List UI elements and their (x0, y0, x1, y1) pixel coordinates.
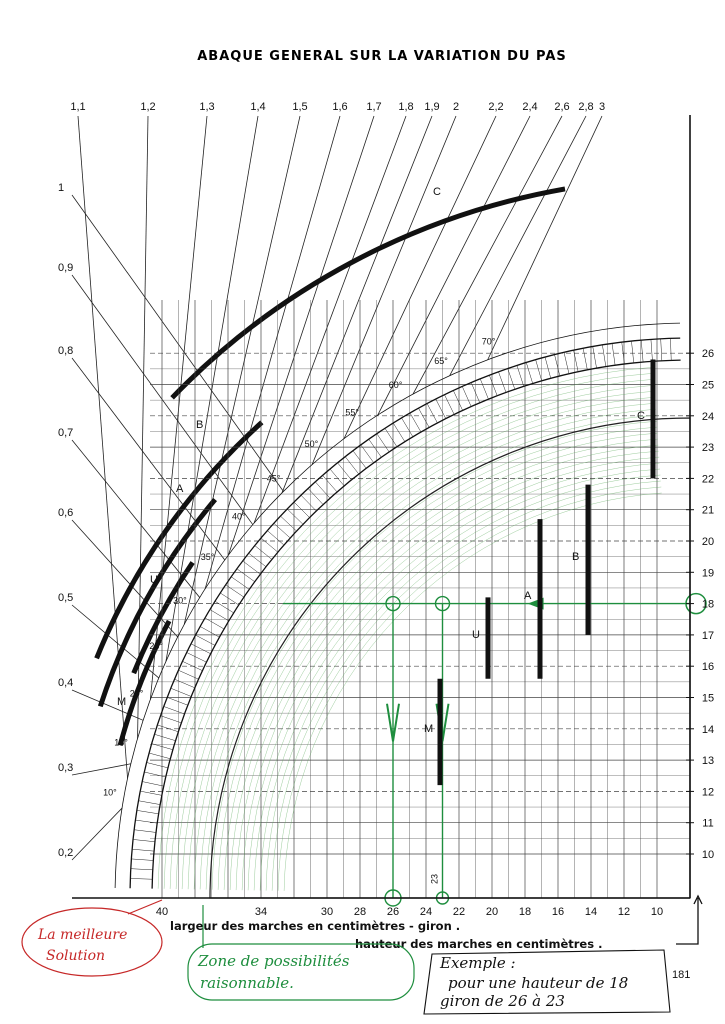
band-tick (489, 375, 497, 396)
zone-note-line2: raisonnable. (200, 974, 294, 992)
angle-label: 25° (149, 641, 163, 652)
angle-label: 55° (345, 407, 359, 418)
zone-bar-label: M (424, 722, 434, 735)
hauteur-tick-label: 22 (701, 473, 715, 486)
giron-tick-label: 16 (551, 906, 565, 918)
hatch-arc (236, 445, 658, 890)
band-tick (167, 697, 188, 705)
band-tick (545, 357, 551, 378)
band-tick (134, 830, 156, 833)
band-tick (140, 791, 162, 795)
band-tick (200, 627, 219, 638)
pas-ratio-label: 1,1 (70, 101, 86, 113)
zone-arc-u (134, 563, 193, 674)
hatch-arc (170, 379, 654, 889)
zone-arc-label: M (117, 696, 127, 708)
band-tick (135, 820, 157, 823)
band-tick (651, 339, 653, 361)
band-tick (287, 509, 303, 524)
pas-ratio-label: 2 (452, 101, 460, 113)
hauteur-tick-label: 11 (702, 817, 714, 830)
angle-label: 65° (434, 356, 448, 367)
band-tick (215, 601, 234, 613)
hauteur-tick-label: 18 (701, 598, 715, 611)
band-tick (131, 869, 153, 870)
pas-ratio-label: 1,9 (424, 101, 440, 113)
pas-ratio-label: 2,4 (522, 101, 538, 113)
pas-ratio-label: 1,6 (332, 101, 348, 113)
angle-label: 35° (200, 552, 215, 563)
left-ratio-label: 0,2 (58, 847, 74, 859)
band-tick (338, 463, 352, 480)
band-tick (171, 688, 191, 696)
giron-tick-label: 20 (485, 906, 499, 918)
band-tick (249, 553, 266, 567)
band-tick (402, 418, 413, 437)
angle-label: 50° (304, 438, 319, 449)
zone-arc-label: B (196, 419, 204, 431)
band-tick (191, 644, 211, 654)
band-tick (361, 445, 374, 463)
hatch-arc (266, 475, 660, 891)
pas-ratio-line (488, 116, 602, 360)
hatch-arc (254, 463, 659, 890)
band-tick (149, 753, 170, 759)
band-tick (196, 635, 215, 645)
hauteur-tick-label: 20 (701, 536, 715, 548)
giron-tick-label: 22 (452, 906, 466, 918)
hatch-arc (152, 361, 652, 888)
hatch-arc (176, 385, 654, 889)
arrow-icon (676, 898, 698, 944)
best-note-line1: La meilleure (38, 927, 128, 943)
zone-bar-label: B (572, 550, 580, 563)
hauteur-tick-label: 10 (701, 849, 715, 861)
left-ratio-label: 1 (58, 182, 65, 194)
band-tick (453, 390, 462, 410)
pas-ratio-label: 1,8 (398, 101, 414, 113)
left-ratio-label: 0,4 (58, 677, 74, 689)
pas-ratio-label: 1,3 (199, 101, 215, 113)
example-line3: giron de 26 à 23 (440, 992, 565, 1010)
example-line2: pour une hauteur de 18 (448, 974, 629, 992)
angle-label: 15° (114, 737, 128, 748)
pas-ratio-label: 1,4 (250, 101, 266, 113)
left-ratio-line (72, 808, 122, 860)
hauteur-tick-label: 14 (701, 723, 715, 736)
angle-label: 10° (103, 787, 117, 798)
band-tick (564, 352, 569, 373)
pas-ratio-line (205, 116, 340, 589)
hatch-arc (164, 373, 653, 889)
band-tick (175, 679, 195, 688)
hauteur-tick-label: 15 (701, 692, 715, 705)
band-tick (144, 772, 165, 777)
giron-tick-label: 18 (518, 906, 532, 918)
band-tick (237, 569, 255, 582)
band-tick (631, 341, 633, 363)
giron-tick-label: 26 (386, 906, 400, 918)
pas-ratio-label: 1,2 (140, 101, 156, 113)
left-ratio-label: 0,3 (58, 762, 74, 774)
band-tick (315, 482, 330, 498)
band-tick (205, 618, 224, 629)
band-outer-arc (130, 338, 680, 888)
band-tick (612, 343, 615, 365)
zone-bar-label: C (637, 409, 645, 422)
band-tick (226, 585, 244, 597)
band-tick (137, 810, 159, 813)
giron-tick-label: 14 (584, 906, 598, 918)
band-tick (670, 338, 671, 360)
angle-label: 30° (173, 595, 187, 606)
angle-label: 70° (481, 336, 496, 347)
hauteur-tick-label: 26 (701, 348, 715, 361)
hatch-arc (194, 403, 655, 889)
best-solution-note (22, 900, 162, 976)
band-tick (427, 404, 437, 423)
band-tick (517, 365, 524, 386)
left-ratio-label: 0,9 (58, 262, 74, 274)
band-tick (419, 408, 430, 427)
hatch-arc (260, 469, 660, 891)
band-tick (385, 428, 397, 446)
band-tick (369, 439, 382, 457)
pas-ratio-label: 2,6 (554, 101, 570, 113)
pas-ratio-label: 2,8 (578, 101, 594, 113)
band-tick (132, 849, 154, 851)
pas-ratio-line (413, 116, 562, 394)
example-note (424, 950, 670, 1014)
band-tick (353, 451, 366, 469)
angle-label: 40° (231, 511, 246, 522)
best-note-line2: Solution (46, 948, 106, 964)
pas-ratio-label: 3 (598, 101, 606, 113)
band-tick (178, 670, 198, 679)
hauteur-axis-label: hauteur des marches en centimètres . (355, 937, 603, 951)
hatch-arc (182, 391, 654, 889)
pas-ratio-label: 1,5 (292, 101, 308, 113)
hauteur-tick-label: 16 (701, 661, 715, 674)
giron-hauteur-grid (150, 300, 690, 898)
band-tick (536, 360, 542, 381)
band-tick (661, 339, 662, 361)
band-tick (480, 379, 488, 399)
giron-tick-label: 34 (254, 906, 268, 918)
grid-clip (150, 300, 690, 898)
chart-title: ABAQUE GENERAL SUR LA VARIATION DU PAS (197, 49, 567, 64)
hatch-arc (284, 493, 662, 891)
band-tick (462, 386, 471, 406)
band-tick (508, 369, 515, 390)
band-tick (161, 716, 182, 723)
hatch-arc (242, 451, 659, 890)
band-tick (593, 347, 597, 369)
hauteur-tick-label: 12 (701, 786, 715, 799)
hauteur-tick-label: 13 (701, 755, 715, 768)
band-tick (555, 355, 560, 376)
band-tick (261, 538, 278, 552)
page-number: 181 (672, 969, 691, 981)
band-tick (641, 340, 643, 362)
hauteur-tick-label: 25 (701, 379, 715, 392)
hauteur-tick-label: 17 (701, 629, 715, 642)
giron-tick-label: 40 (155, 906, 169, 918)
band-tick (142, 782, 164, 787)
band-tick (498, 372, 506, 393)
band-tick (131, 859, 153, 861)
band-inner-arc (152, 360, 681, 889)
hauteur-tick-label: 23 (701, 442, 715, 455)
band-tick (345, 457, 359, 474)
example-marked-value: 23 (429, 873, 440, 884)
angle-arc (115, 323, 680, 888)
band-tick (231, 577, 249, 590)
band-tick (445, 395, 455, 415)
band-tick (330, 469, 344, 486)
pas-ratio-line (254, 116, 406, 523)
hauteur-tick-label: 19 (701, 567, 715, 580)
zone-arc-label: A (176, 483, 184, 495)
band-tick (147, 763, 168, 768)
angle-scale-band (103, 323, 680, 889)
hatch-arc (188, 397, 655, 889)
left-ratio-label: 0,5 (58, 592, 74, 604)
left-ratio-label: 0,7 (58, 427, 74, 439)
hatch-arc (224, 433, 657, 890)
band-tick (157, 725, 178, 732)
hatch-arc (278, 487, 661, 891)
hauteur-tick-label: 24 (701, 410, 715, 423)
giron-tick-label: 12 (617, 906, 631, 918)
band-tick (255, 546, 272, 560)
angle-label: 60° (388, 379, 403, 390)
pas-ratio-label: 2,2 (488, 101, 504, 113)
left-ratio-line (72, 764, 131, 775)
giron-tick-label: 10 (650, 906, 664, 918)
band-tick (220, 593, 238, 605)
angle-label: 45° (266, 473, 281, 484)
left-ratio-line (72, 358, 225, 563)
band-tick (323, 475, 337, 492)
example-construction (283, 359, 706, 906)
band-tick (377, 434, 389, 452)
band-tick (139, 801, 161, 805)
band-tick (393, 423, 405, 442)
left-ratio-label: 0,8 (58, 345, 74, 357)
giron-tick-label: 30 (320, 906, 334, 918)
zone-note-line1: Zone de possibilités (198, 952, 350, 970)
band-tick (526, 362, 532, 383)
giron-tick-label: 28 (353, 906, 367, 918)
example-line1: Exemple : (440, 954, 516, 972)
axis-labels (156, 348, 714, 918)
band-tick (583, 348, 587, 370)
pas-ratio-line (78, 116, 128, 778)
band-tick (301, 495, 316, 511)
hatch-arc (272, 481, 661, 891)
band-tick (602, 345, 605, 367)
left-ratio-label: 0,6 (58, 507, 74, 519)
band-tick (133, 839, 155, 841)
angle-label: 20° (129, 688, 144, 699)
band-tick (187, 653, 207, 663)
zone-arc-b (97, 422, 262, 658)
band-tick (164, 706, 185, 714)
band-tick (130, 878, 152, 879)
hatch-arc (248, 457, 659, 890)
giron-tick-label: 24 (419, 906, 433, 918)
band-tick (267, 531, 284, 545)
zone-bar-label: U (472, 629, 480, 642)
zone-arc-a (100, 500, 215, 707)
zone-arc-label: C (433, 186, 441, 198)
hauteur-tick-label: 21 (701, 504, 715, 517)
zone-bar-label: A (524, 589, 532, 602)
pas-ratio-line (312, 116, 456, 465)
zone-arc-label: U (150, 574, 158, 586)
band-tick (154, 734, 175, 740)
giron-axis-label: largeur des marches en centimètres - giron . (170, 919, 461, 933)
pas-ratio-label: 1,7 (366, 101, 382, 113)
